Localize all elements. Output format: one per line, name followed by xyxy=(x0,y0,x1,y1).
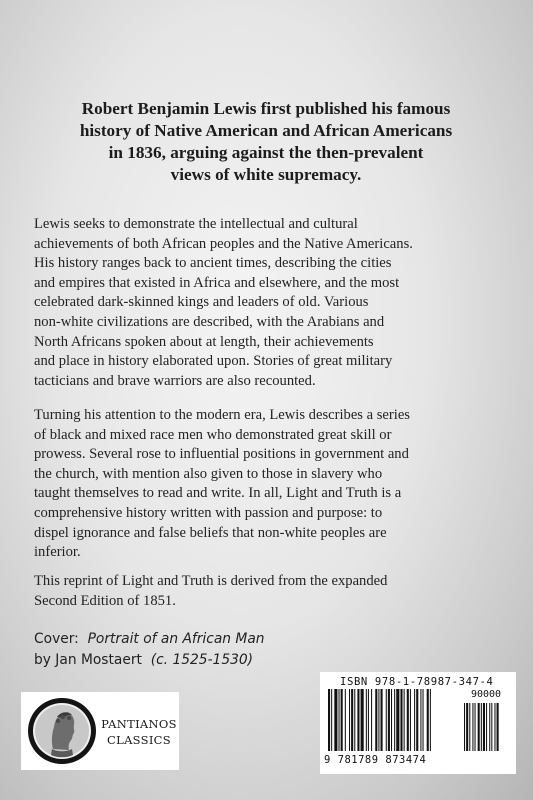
tagline-line: in 1836, arguing against the then-prevalent xyxy=(108,143,424,162)
cover-credit-title xyxy=(34,630,334,649)
cover-credit-artist xyxy=(34,651,334,670)
paragraph-line: non-white civilizations are described, with the Arabians and xyxy=(34,313,385,330)
edition-note xyxy=(34,572,504,611)
description-paragraph-1 xyxy=(34,215,504,391)
paragraph-line: dispel ignorance and false beliefs that non-white peoples are xyxy=(34,524,387,541)
isbn-text: ISBN 978-1-78987-347-4 xyxy=(340,676,494,688)
publisher-line: CLASSICS xyxy=(107,733,171,747)
tagline-line: Robert Benjamin Lewis first published his famous xyxy=(81,99,451,118)
paragraph-line: Lewis seeks to demonstrate the intellectual and cultural xyxy=(34,216,358,232)
tagline xyxy=(40,98,492,186)
paragraph-line: North Africans spoken about at length, their achievements xyxy=(34,333,374,350)
paragraph-line: taught themselves to read and write. In all, Light and Truth is a xyxy=(34,485,402,502)
paragraph-line: This reprint of Light and Truth is derived from the expanded xyxy=(34,573,388,589)
paragraph-line: comprehensive history written with passion and purpose: to xyxy=(34,504,383,521)
paragraph-line: Turning his attention to the modern era, Lewis describes a series xyxy=(34,407,410,423)
paragraph-line: and place in history elaborated upon. Stories of great military xyxy=(34,353,393,370)
cover-artist: by Jan Mostaert xyxy=(34,652,142,668)
paragraph-line: and empires that existed in Africa and elsewhere, and the most xyxy=(34,274,400,291)
description-paragraph-2 xyxy=(34,406,504,563)
paragraph-line: His history ranges back to ancient times, describing the cities xyxy=(34,255,392,272)
paragraph-line: celebrated dark-skinned kings and leaders of old. Various xyxy=(34,294,369,311)
coin-medallion-icon xyxy=(27,697,97,765)
cover-artwork-title: Portrait of an African Man xyxy=(87,631,265,647)
publisher-logo xyxy=(21,692,179,770)
barcode-bars-icon xyxy=(328,689,513,755)
cover-date: (c. 1525-1530) xyxy=(150,652,254,668)
isbn-barcode xyxy=(320,672,516,774)
publisher-line: PANTIANOS xyxy=(101,717,177,731)
tagline-line: history of Native American and African Americans xyxy=(79,121,453,140)
price-addon-text: 90000 xyxy=(470,689,502,700)
barcode-digits: 9 781789 873474 xyxy=(324,754,427,766)
paragraph-line: inferior. xyxy=(34,544,81,561)
paragraph-line: of black and mixed race men who demonstrated great skill or xyxy=(34,426,392,443)
paragraph-line: Second Edition of 1851. xyxy=(34,592,176,609)
paragraph-line: achievements of both African peoples and the Native Americans. xyxy=(34,235,413,252)
publisher-name xyxy=(101,716,177,748)
paragraph-line: tacticians and brave warriors are also recounted. xyxy=(34,372,316,389)
paragraph-line: the church, with mention also given to those in slavery who xyxy=(34,465,383,482)
tagline-line: views of white supremacy. xyxy=(170,165,362,184)
cover-label: Cover: xyxy=(34,631,79,647)
paragraph-line: prowess. Several rose to influential positions in government and xyxy=(34,446,409,463)
